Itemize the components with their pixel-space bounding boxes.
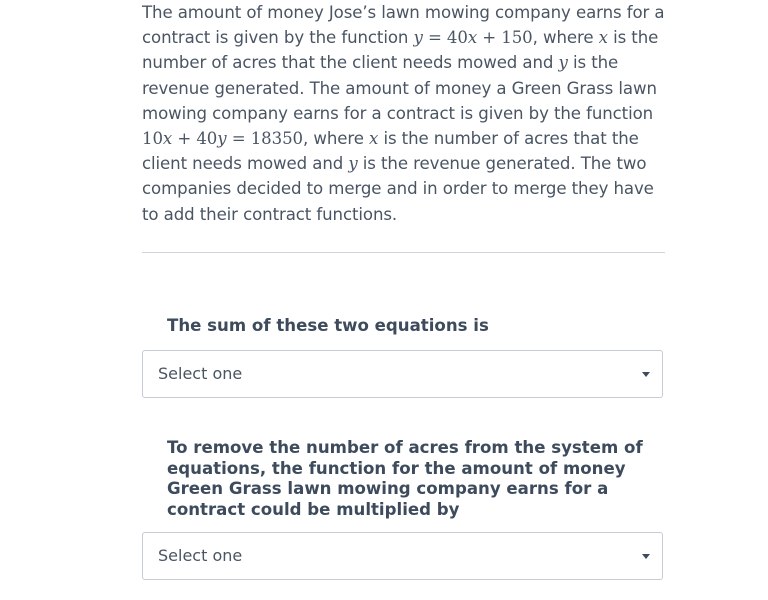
equation-jose (413, 28, 532, 47)
passage-text-1: The amount of money Jose’s lawn mowing company earns for a contract is given by the function (142, 3, 665, 48)
var-x: x (598, 28, 608, 48)
question-content (142, 0, 665, 565)
eq2-coef-y: + 40 (172, 129, 218, 149)
eq2-var-x: x (162, 129, 173, 149)
var-y: y (558, 53, 568, 73)
eq2-constant: = 18350 (226, 129, 303, 149)
var-y: y (348, 154, 358, 174)
section-divider (142, 252, 665, 253)
select-value: Select one (158, 546, 243, 565)
equation-green-grass (142, 129, 303, 148)
eq1-coef: = 40 (422, 28, 468, 48)
question-1-select[interactable] (142, 350, 663, 398)
eq2-var-y: y (217, 129, 227, 149)
question-2-prompt: To remove the number of acres from the system of equations, the function for the amount of money Green Grass lawn mowing company earns for a contract could be multiplied by (167, 438, 643, 519)
eq1-var-y: y (413, 28, 423, 48)
caret-down-icon (642, 372, 650, 377)
select-value: Select one (158, 364, 243, 383)
caret-down-icon (642, 554, 650, 559)
passage-text-7: is the revenue generated. The two companies decided to merge and in order to merge they have to add their contract functions. (142, 154, 654, 224)
question-1-prompt: The sum of these two equations is (167, 316, 489, 335)
var-x: x (369, 129, 379, 149)
question-2-select[interactable] (142, 532, 663, 580)
eq1-constant: + 150 (477, 28, 533, 48)
passage-text-6: is the number of acres that the client needs mowed and (142, 129, 639, 174)
passage-text-5: , where (303, 129, 369, 149)
passage-text-4: is the revenue generated. The amount of money a Green Grass lawn mowing company earns for a contract is given by the function (142, 53, 657, 123)
problem-passage (142, 0, 665, 227)
passage-text-2: , where (532, 28, 599, 48)
eq2-coef-x: 10 (142, 129, 163, 149)
passage-text-3: is the number of acres that the client needs mowed and (142, 28, 659, 73)
eq1-var-x: x (467, 28, 478, 48)
